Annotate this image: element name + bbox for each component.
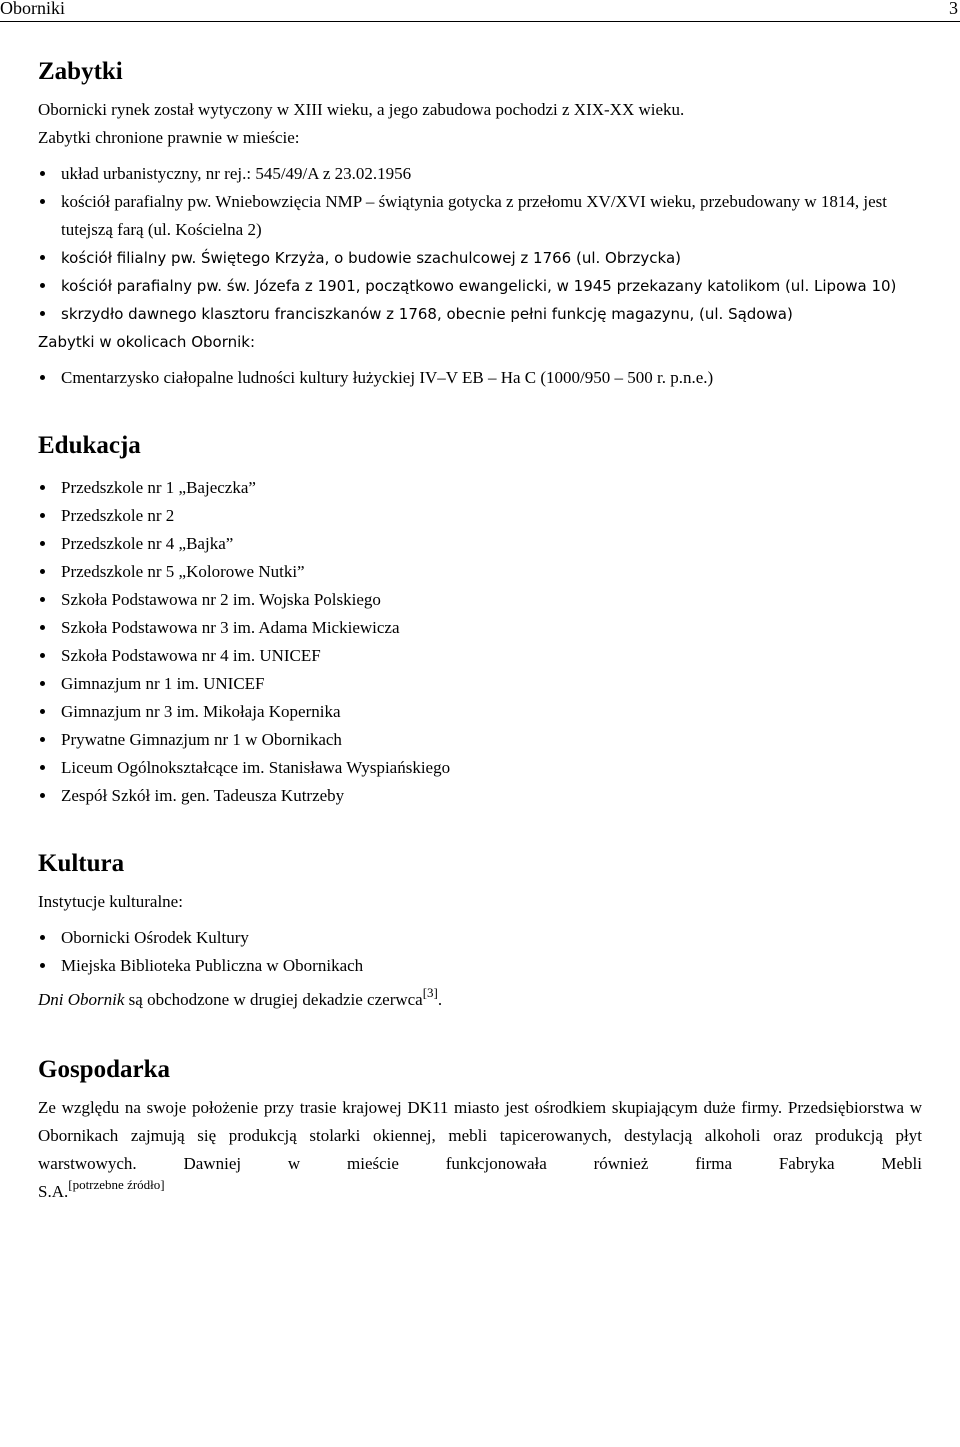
list-item: Gimnazjum nr 1 im. UNICEF	[38, 670, 922, 698]
kultura-list	[38, 924, 922, 980]
list-item: Przedszkole nr 5 „Kolorowe Nutki”	[38, 558, 922, 586]
dni-obornik-end: .	[437, 990, 443, 1009]
list-item: Gimnazjum nr 3 im. Mikołaja Kopernika	[38, 698, 922, 726]
section-edukacja	[38, 426, 922, 810]
list-item: Zespół Szkół im. gen. Tadeusza Kutrzeby	[38, 782, 922, 810]
gospodarka-last-word: S.A.	[38, 1182, 69, 1201]
list-item: Miejska Biblioteka Publiczna w Obornikach	[38, 952, 922, 980]
list-item: układ urbanistyczny, nr rej.: 545/49/A z 23.02.1956	[38, 160, 922, 188]
gospodarka-paragraph-end	[38, 1178, 922, 1206]
list-item: Szkoła Podstawowa nr 4 im. UNICEF	[38, 642, 922, 670]
list-item: Przedszkole nr 2	[38, 502, 922, 530]
section-heading-edukacja: Edukacja	[38, 432, 141, 459]
edukacja-list	[38, 474, 922, 810]
list-item: kościół parafialny pw. św. Józefa z 1901, początkowo ewangelicki, w 1945 przekazany katolikom (ul. Lipowa 10)	[38, 272, 922, 300]
section-heading-kultura: Kultura	[38, 850, 125, 877]
zabytki-nearby-list	[38, 364, 922, 392]
gospodarka-paragraph: Ze względu na swoje położenie przy trasie krajowej DK11 miasto jest ośrodkiem skupiającym duże firmy. Przedsiębiorstwa w Obornikach zajmują się produkcją stolarki okiennej, mebli tapicerowanych, destylacją alkoholi oraz produkcją płyt warstwowych. Dawniej w mieście funkcjonowała również firma Fabryka Mebli	[38, 1098, 922, 1173]
running-header	[0, 0, 960, 22]
list-item: kościół parafialny pw. Wniebowzięcia NMP – świątynia gotycka z przełomu XV/XVI wieku, przebudowany w 1814, jest tutejszą farą (ul. Kościelna 2)	[38, 188, 922, 244]
list-item: Szkoła Podstawowa nr 2 im. Wojska Polskiego	[38, 586, 922, 614]
list-item: skrzydło dawnego klasztoru franciszkanów z 1768, obecnie pełni funkcję magazynu, (ul. Sądowa)	[38, 300, 922, 328]
zabytki-protected-list	[38, 160, 922, 328]
citation-needed-link[interactable]: [potrzebne źródło]	[68, 1177, 165, 1192]
zabytki-intro: Obornicki rynek został wytyczony w XIII wieku, a jego zabudowa pochodzi z XIX-XX wieku.	[38, 100, 685, 119]
article-body	[38, 52, 922, 1206]
list-item: Przedszkole nr 1 „Bajeczka”	[38, 474, 922, 502]
list-item: kościół filialny pw. Świętego Krzyża, o budowie szachulcowej z 1766 (ul. Obrzycka)	[38, 244, 922, 272]
dni-obornik-text: są obchodzone w drugiej dekadzie czerwca	[124, 990, 423, 1009]
zabytki-nearby-label: Zabytki w okolicach Obornik:	[38, 333, 256, 351]
list-item: Liceum Ogólnokształcące im. Stanisława Wyspiańskiego	[38, 754, 922, 782]
kultura-institutions-label: Instytucje kulturalne:	[38, 892, 183, 911]
list-item: Szkoła Podstawowa nr 3 im. Adama Mickiewicza	[38, 614, 922, 642]
list-item: Cmentarzysko ciałopalne ludności kultury łużyckiej IV–V EB – Ha C (1000/950 – 500 r. p.n.e.)	[38, 364, 922, 392]
section-heading-zabytki: Zabytki	[38, 58, 123, 85]
section-zabytki	[38, 52, 922, 392]
dni-obornik-title: Dni Obornik	[38, 990, 125, 1009]
reference-link-3[interactable]: [3]	[422, 985, 438, 1000]
running-header-title: Oborniki	[0, 0, 65, 18]
section-kultura	[38, 844, 922, 1014]
list-item: Przedszkole nr 4 „Bajka”	[38, 530, 922, 558]
section-gospodarka	[38, 1050, 922, 1206]
zabytki-protected-label: Zabytki chronione prawnie w mieście:	[38, 128, 300, 147]
list-item: Prywatne Gimnazjum nr 1 w Obornikach	[38, 726, 922, 754]
dni-obornik-paragraph	[38, 986, 922, 1014]
section-heading-gospodarka: Gospodarka	[38, 1056, 170, 1083]
page-number: 3	[949, 0, 958, 18]
list-item: Obornicki Ośrodek Kultury	[38, 924, 922, 952]
